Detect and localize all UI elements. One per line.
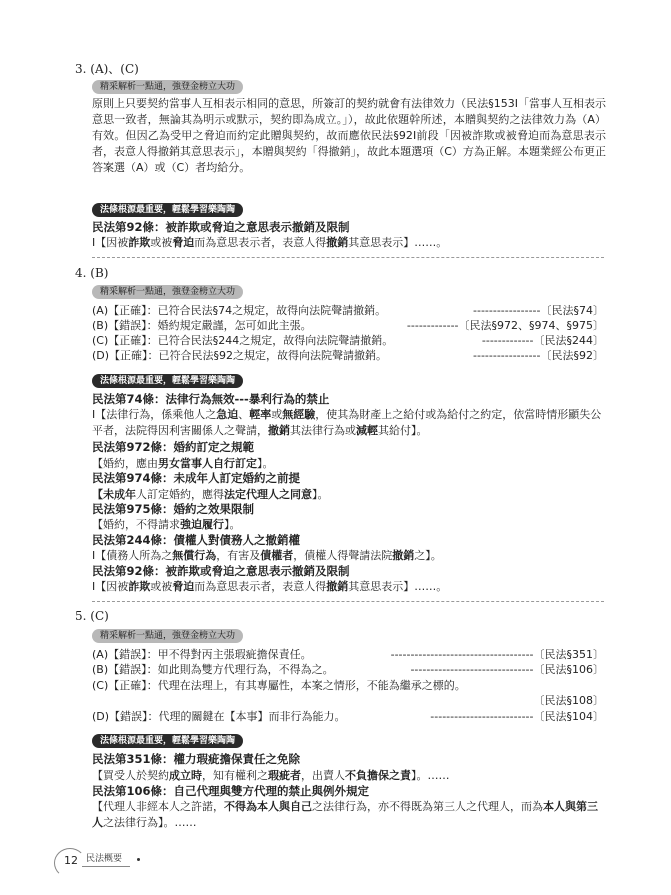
question-5-answer: 5. (C) bbox=[75, 609, 109, 623]
question-3-answer: 3. (A)、(C) bbox=[75, 62, 139, 76]
q4-article-92-text: Ⅰ【因被詐欺或被脅迫而為意思表示者，表意人得撤銷其意思表示】……。 bbox=[92, 580, 448, 593]
q3-article-title: 民法第92條：被詐欺或脅迫之意思表示撤銷及限制 bbox=[92, 220, 350, 234]
q4-article-972-text: 【婚約，應由男女當事人自行訂定】。 bbox=[92, 457, 274, 470]
book-title: 民法概要 bbox=[86, 851, 122, 864]
q4-article-244-title: 民法第244條：債權人對債務人之撤銷權 bbox=[92, 533, 301, 547]
analysis-badge: 精采解析一點通，強登金榜立大功 bbox=[92, 80, 243, 94]
q4-article-972-title: 民法第972條：婚約訂定之規範 bbox=[92, 440, 255, 454]
analysis-badge: 精采解析一點通，強登金榜立大功 bbox=[92, 629, 243, 643]
question-4-answer: 4. (B) bbox=[75, 266, 109, 280]
footer-dot bbox=[137, 858, 140, 861]
q4-article-74-text: Ⅰ【法律行為，係乘他人之急迫、輕率或無經驗，使其為財產上之給付或為給付之約定，依當時情形顯失公平者，法院得因利害關係人之聲請，撤銷其法律行為或減輕其給付】。 bbox=[92, 408, 602, 437]
q4-article-974-text: 【未成年人訂定婚約，應得法定代理人之同意】。 bbox=[92, 488, 329, 501]
q3-explanation: 原則上只要契約當事人互相表示相同的意思，所簽訂的契約就會有法律效力（民法§153Ⅰ「當事人互相表示意思一致者，無論其為明示或默示，契約即為成立。」），故此依題幹所述，本贈與契約之法律效力為（A）有效。但因乙為受甲之脅迫而約定此贈與契約，故而應依民法§92Ⅰ前段「因被詐欺或被脅迫而為意思表示者，表意人得撤銷其意思表示」，本贈與契約「得撤銷」，故此本題選項（C）方為正解。本題業經公布更正答案選（A）或（C）者均給分。 bbox=[92, 97, 606, 174]
law-badge: 法條根源最重要，輕鬆學習樂陶陶 bbox=[92, 734, 243, 748]
section-divider bbox=[92, 601, 604, 602]
q5-article-106-title: 民法第106條：自己代理與雙方代理的禁止與例外規定 bbox=[92, 784, 370, 798]
q5-article-351-title: 民法第351條：權力瑕疵擔保責任之免除 bbox=[92, 752, 301, 766]
law-badge: 法條根源最重要，輕鬆學習樂陶陶 bbox=[92, 203, 243, 217]
q4-article-974-title: 民法第974條：未成年人訂定婚約之前提 bbox=[92, 471, 301, 485]
q5-article-351-text: 【買受人於契約成立時，知有權利之瑕疵者，出賣人不負擔保之責】。…… bbox=[92, 769, 450, 782]
analysis-badge: 精采解析一點通，強登金榜立大功 bbox=[92, 285, 243, 299]
document-page: 3. (A)、(C) 精采解析一點通，強登金榜立大功 原則上只要契約當事人互相表示相同的意思，所簽訂的契約就會有法律效力（民法§153Ⅰ「當事人互相表示意思一致者，無論其為明示或默示，契約即為成立。」），故此依題幹所述，本贈與契約之法律效力為（A）有效。但因乙為受甲之脅迫而約定此贈與契約，故而應依民法§92Ⅰ前段「因被詐欺或被脅迫而為意思表示者，表意人得撤銷其意思表示」，本贈與契約「得撤銷」，故此本題選項（C）方為正解。本題業經公布更正答案選（A）或（C）者均給分。 法條根源最重要，輕鬆學習樂陶陶 民法第92條：被詐欺或脅迫之意思表示撤銷及限制 Ⅰ【因被詐欺或被脅迫而為意思表示者，表意人得撤銷其意思表示】……。 4. (B) 精采解析一點通，強登金榜立大功 (A)【正確】：已符合民法§74之規定，故得向法院聲請撤銷。 -----------------〔民法§74〕 (B)【錯誤】：婚約規定嚴謹，怎可如此主張。 -------------〔民法§972、§974、§975〕 (C)【正確】：已符合民法§244之規定，故得向法院聲請撤銷。 -------------〔民法§244〕 (D)【正確】：已符合民法§92之規定，故得向法院聲請撤銷。 -----------------〔民法§92〕 法條根源最重要，輕鬆學習樂陶陶 民法第74條：法律行為無效---暴利行為的禁止 Ⅰ【法律行為，係乘他人之急迫、輕率或無經驗，使其為財產上之給付或為給付之約定，依當時情形顯失公平者，法院得因利害關係人之聲請，撤銷其法律行為或減輕其給付】。 民法第972條：婚約訂定之規範 【婚約，應由男女當事人自行訂定】。 民法第974條：未成年人訂定婚約之前提 【未成年人訂定婚約，應得法定代理人之同意】。 民法第975條：婚約之效果限制 【婚約，不得請求強迫履行】。 民法第244條：債權人對債務人之撤銷權 Ⅰ【債務人所為之無償行為，有害及債權者，債權人得聲請法院撤銷之】。 民法第92條：被詐欺或脅迫之意思表示撤銷及限制 Ⅰ【因被詐欺或被脅迫而為意思表示者，表意人得撤銷其意思表示】……。 5. (C) 精采解析一點通，強登金榜立大功 (A)【錯誤】：甲不得對丙主張瑕疵擔保責任。 ------------------------------------〔民法§351〕 (B)【錯誤】：如此則為雙方代理行為，不得為之。 -------------------------------〔民法§106〕 (C)【正確】：代理在法理上，有其專屬性，本案之情形，不能為繼承之標的。 〔民法§108〕 (D)【錯誤】：代理的關鍵在【本事】而非行為能力。 --------------------------〔民法§104〕 法條根源最重要，輕鬆學習樂陶陶 民法第351條：權力瑕疵擔保責任之免除 【買受人於契約成立時，知有權利之瑕疵者，出賣人不負擔保之責】。…… 民法第106條：自己代理與雙方代理的禁止與例外規定 【代理人非經本人之許諾，不得為本人與自己之法律行為，亦不得既為第三人之代理人，而為本人與第三人之法律行為】。…… 12 民法概要 bbox=[0, 0, 671, 895]
page-number: 12 bbox=[50, 846, 86, 876]
section-divider bbox=[92, 257, 604, 258]
q4-article-92-title: 民法第92條：被詐欺或脅迫之意思表示撤銷及限制 bbox=[92, 564, 350, 578]
law-badge: 法條根源最重要，輕鬆學習樂陶陶 bbox=[92, 374, 243, 388]
q4-article-244-text: Ⅰ【債務人所為之無償行為，有害及債權者，債權人得聲請法院撤銷之】。 bbox=[92, 549, 442, 562]
q3-article-text: Ⅰ【因被詐欺或被脅迫而為意思表示者，表意人得撤銷其意思表示】……。 bbox=[92, 236, 448, 249]
q4-article-975-title: 民法第975條：婚約之效果限制 bbox=[92, 502, 255, 516]
q4-article-975-text: 【婚約，不得請求強迫履行】。 bbox=[92, 518, 241, 531]
q5-article-106-text: 【代理人非經本人之許諾，不得為本人與自己之法律行為，亦不得既為第三人之代理人，而為本人與第三人之法律行為】。…… bbox=[92, 800, 598, 829]
q4-article-74-title: 民法第74條：法律行為無效---暴利行為的禁止 bbox=[92, 392, 330, 406]
